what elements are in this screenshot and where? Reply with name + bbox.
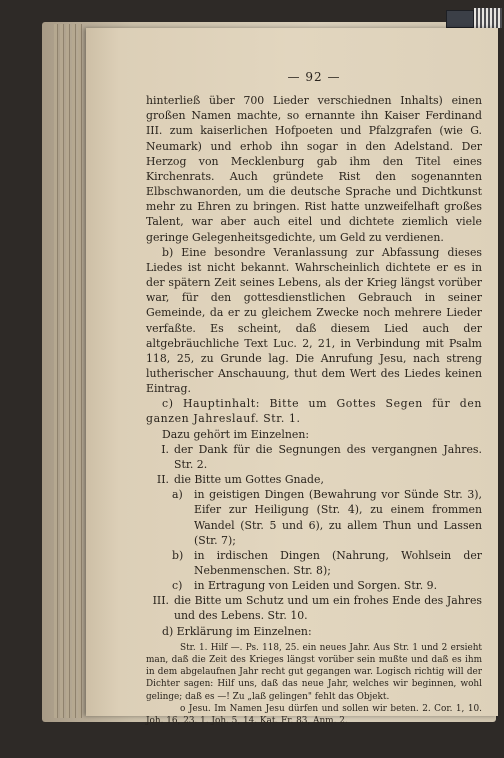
outline-text: die Bitte um Schutz und um ein frohes Ende des Jahres und des Lebens. Str. 10. xyxy=(174,594,482,623)
paragraph-occasion: b) Eine besondre Veranlassung zur Abfassung dieses Liedes ist nicht bekannt. Wahrscheinlich dichtete er es in der spätern Zeit seines Lebens, als der Krieg längst vorüber war, für den gottesdienstlichen Gebrauch in seiner Gemeinde, da er zu gleichem Zwecke noch mehrere Lieder verfaßte. Es scheint, daß diesem Lied auch der altgebräuchliche Text Luc. 2, 21, in Verbindung mit Psalm 118, 25, zu Grunde lag. Die Anrufung Jesu, nach streng lutherischer Anschauung, thut dem Wert des Liedes keinen Eintrag. xyxy=(146,245,482,396)
outline-label: II. xyxy=(156,473,169,487)
paragraph-details-intro: Dazu gehört im Einzelnen: xyxy=(162,427,309,441)
sub-item-text: in irdischen Dingen (Nahrung, Wohlsein der Nebenmenschen. Str. 8); xyxy=(194,548,482,577)
footnote-jesus: o Jesu. Im Namen Jesu dürfen und sollen wir beten. 2. Cor. 1, 10. Joh. 16, 23. 1. Joh. 5, 14. Kat. Fr. 83, Anm. 2. xyxy=(146,703,482,726)
sub-item xyxy=(146,548,482,578)
outline-text: der Dank für die Segnungen des vergangnen Jahres. Str. 2. xyxy=(174,442,482,471)
outline-item xyxy=(146,442,482,472)
page-edge xyxy=(78,24,82,718)
footnote-strophe-1: Str. 1. Hilf —. Ps. 118, 25. ein neues Jahr. Aus Str. 1 und 2 ersieht man, daß die Zeit des Krieges längst vorüber sein mußte und daß es ihm in dem abgelaufnen Jahr recht gut gegangen war. Logisch richtig will der Dichter sagen: Hilf uns, daß das neue Jahr, welches wir beginnen, wohl gelinge; daß es —! Zu „laß gelingen" fehlt das Objekt. xyxy=(146,642,482,702)
page-text xyxy=(146,70,482,727)
sub-item-text: in geistigen Dingen (Bewahrung vor Sünde Str. 3), Eifer zur Heiligung (Str. 4), zu einem frommen Wandel (Str. 5 und 6), zu allem Thun und Lassen (Str. 7); xyxy=(194,488,482,547)
outline-label: I. xyxy=(161,442,169,456)
sub-item xyxy=(146,487,482,548)
outline-item xyxy=(146,472,482,487)
sub-item-text: in Ertragung von Leiden und Sorgen. Str. 9. xyxy=(194,579,438,593)
bookmark-ribbon xyxy=(446,10,474,28)
outline-label: III. xyxy=(152,594,169,608)
page-edge xyxy=(60,24,64,718)
page-edge xyxy=(66,24,70,718)
page-number: — 92 — xyxy=(287,70,341,84)
outline-item xyxy=(146,593,482,623)
color-calibration-strip xyxy=(474,8,502,28)
sub-item-label: a) xyxy=(172,488,183,502)
sub-item xyxy=(146,578,482,593)
paragraph-biography: hinterließ über 700 Lieder verschiednen Inhalts) einen großen Namen machte, so ernannte ihn Kaiser Ferdinand III. zum kaiserlichen Hofpoeten und Pfalzgrafen (wie G. Neumark) und erhob ihn sogar in den Adelstand. Der Herzog von Mecklenburg gab ihm den Titel eines Kirchenrats. Auch gründete Rist den sogenannten Elbschwanorden, um die deutsche Sprache und Dichtkunst mehr zu Ehren zu bringen. Rist hatte unzweifelhaft großes Talent, war aber auch eitel und dichtete ziemlich viele geringe Gelegenheitsgedichte, um Geld zu verdienen. xyxy=(146,94,482,244)
paragraph-main-content: c) Hauptinhalt: Bitte um Gottes Segen für den ganzen Jahreslauf. Str. 1. xyxy=(146,397,482,426)
paragraph-explanation-heading: d) Erklärung im Einzelnen: xyxy=(162,624,312,638)
sub-item-label: b) xyxy=(172,548,184,562)
page-edge xyxy=(72,24,76,718)
sub-item-label: c) xyxy=(172,579,183,593)
outline-text: die Bitte um Gottes Gnade, xyxy=(174,473,324,487)
page-edge xyxy=(54,24,58,718)
